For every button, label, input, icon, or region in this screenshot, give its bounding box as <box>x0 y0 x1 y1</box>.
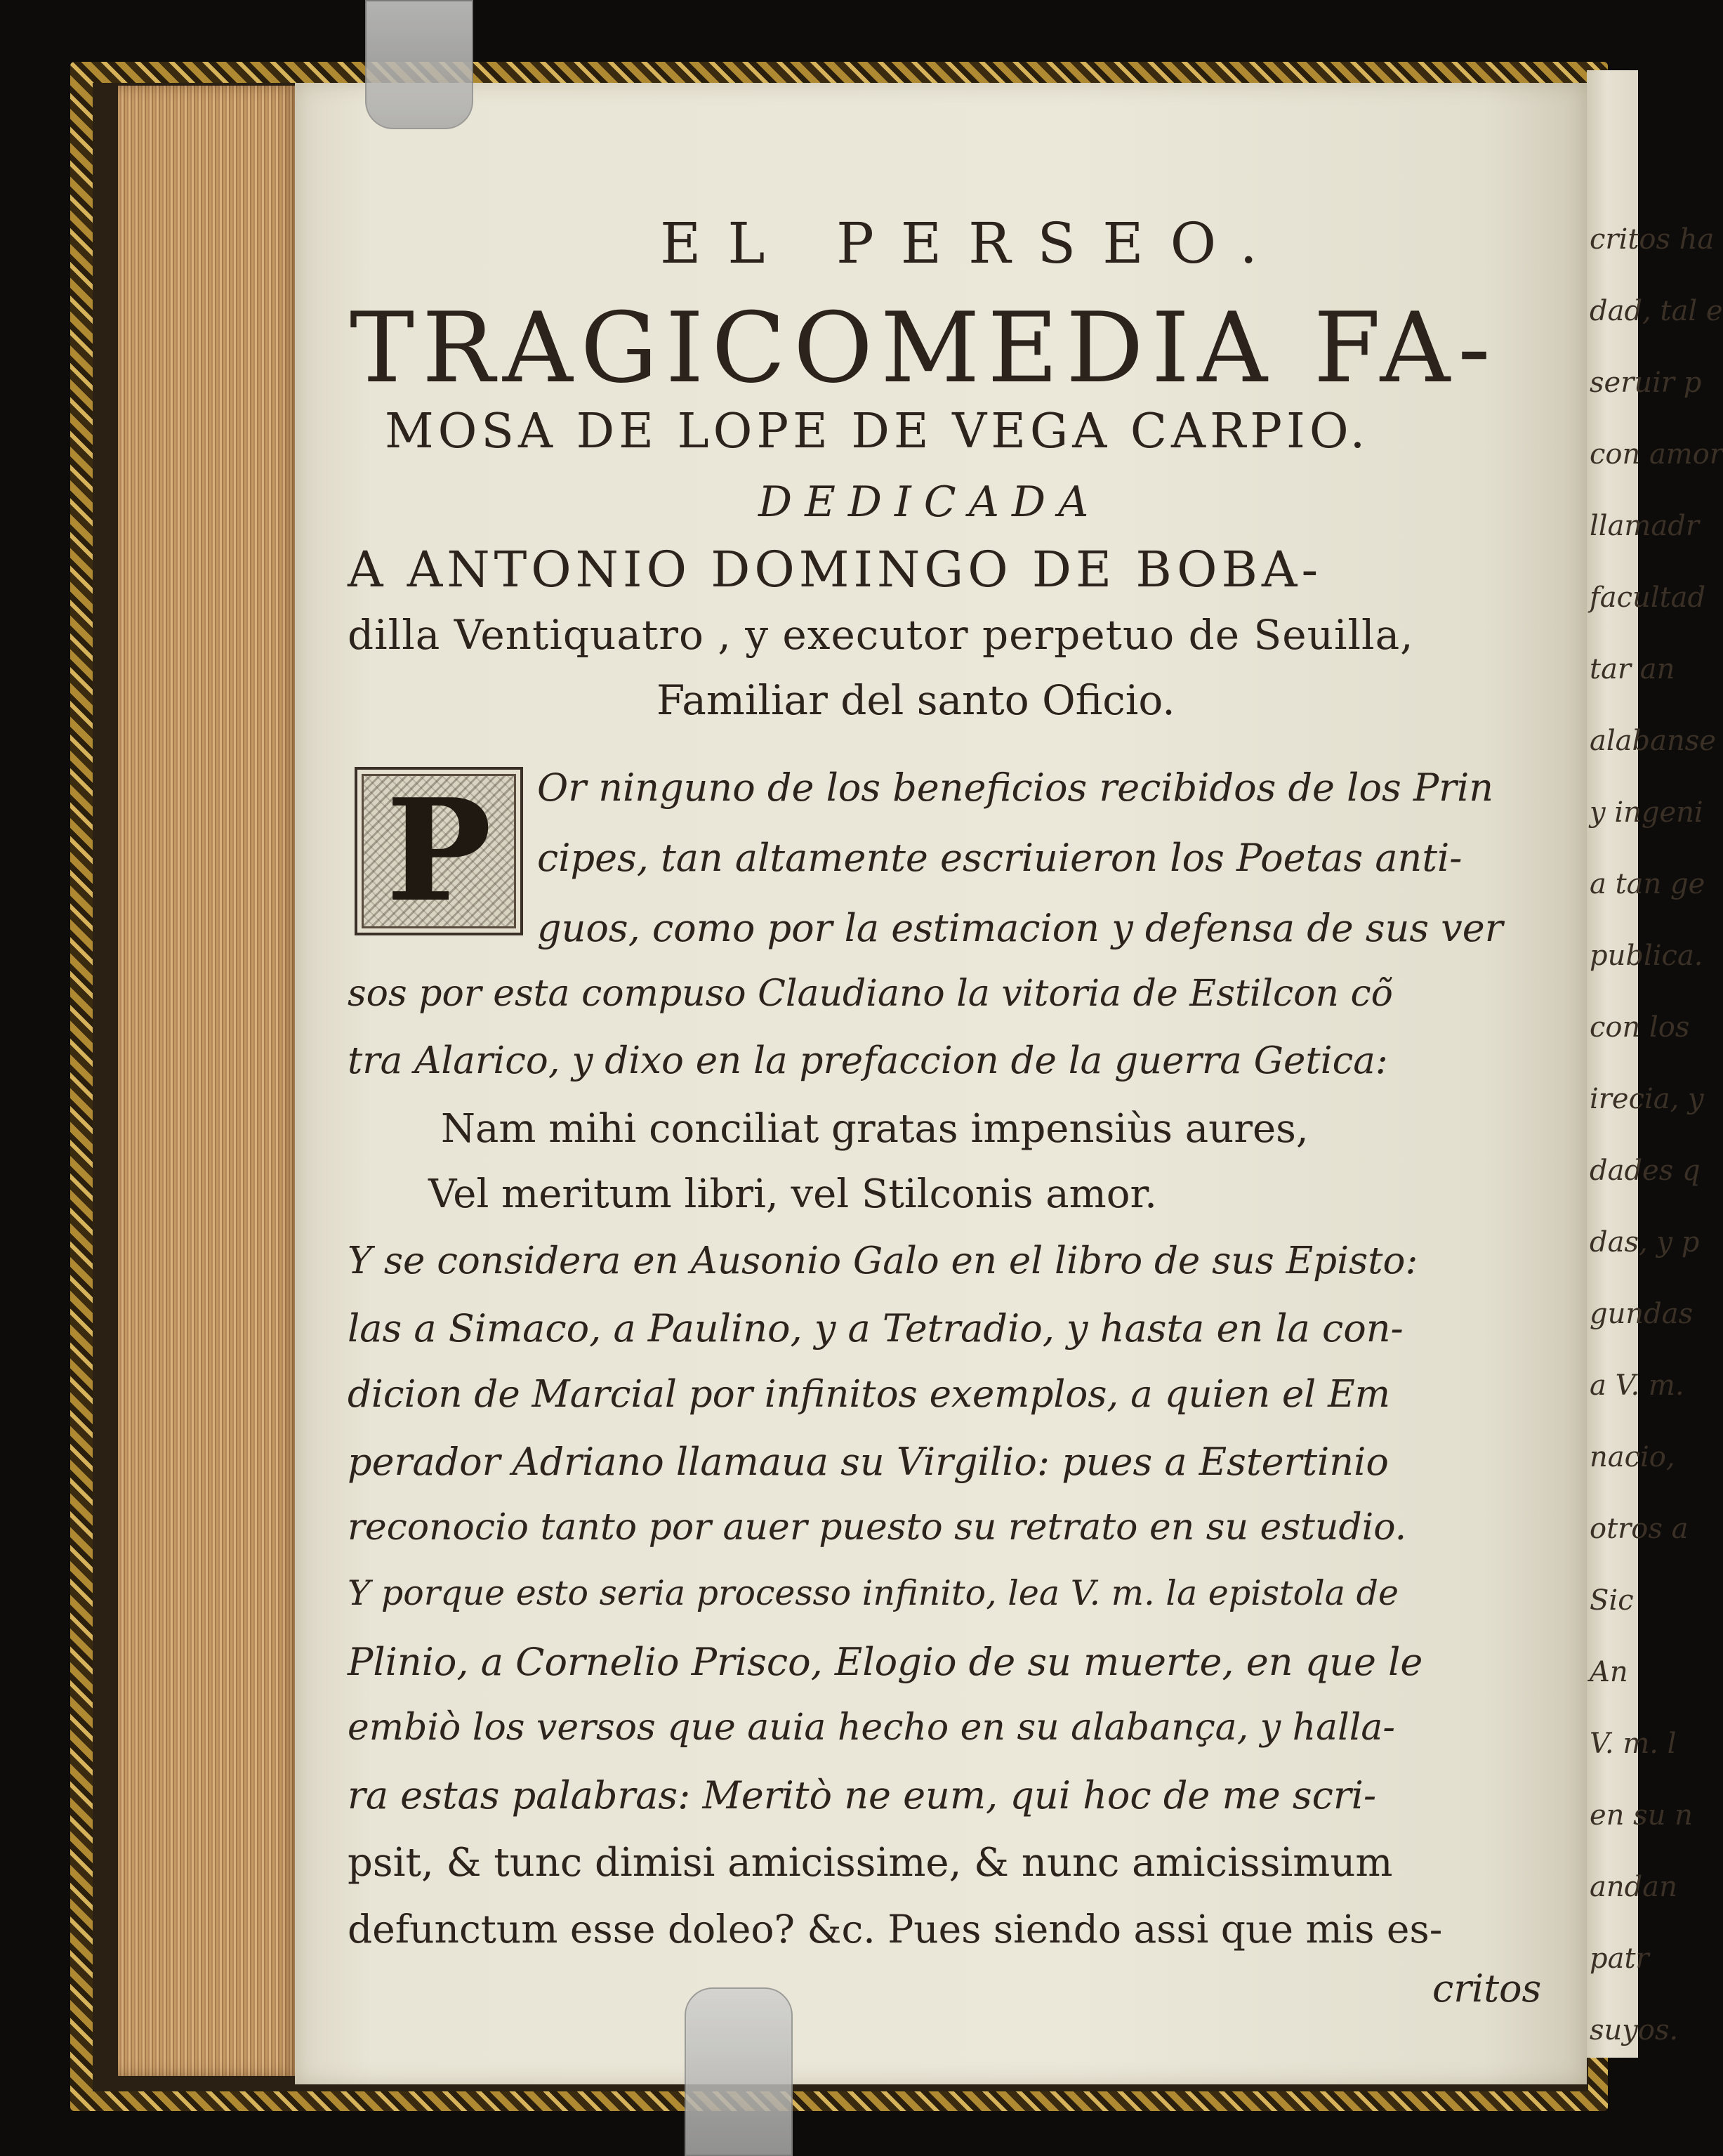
body-line-14: Plinio, a Cornelio Prisco, Elogio de su muerte, en que le <box>348 1640 1423 1684</box>
body-line-11: perador Adriano llamaua su Virgilio: pues a Estertinio <box>348 1440 1389 1484</box>
facing-page-fragment: seruir p <box>1590 367 1702 399</box>
facing-page-fragment: llamadr <box>1590 510 1699 542</box>
dedicatee-line-1: A ANTONIO DOMINGO DE BOBA- <box>348 541 1323 598</box>
facing-page-fragment: dad, tal e <box>1590 295 1723 327</box>
facing-page-fragment: Sic <box>1590 1584 1634 1617</box>
page-clip-bottom <box>685 1987 793 2156</box>
body-line-4: sos por esta compuso Claudiano la vitoria de Estilcon cõ <box>348 973 1393 1015</box>
facing-page-fragment: facultad <box>1590 581 1706 614</box>
body-line-9: las a Simaco, a Paulino, y a Tetradio, y hasta en la con- <box>348 1306 1404 1350</box>
body-line-13: Y porque esto seria processo infinito, lea V. m. la epistola de <box>348 1573 1399 1613</box>
facing-page-fragment: publica. <box>1590 940 1703 972</box>
facing-page-fragment: andan <box>1590 1871 1677 1903</box>
facing-page-fragment: en su n <box>1590 1799 1693 1832</box>
play-title: EL PERSEO. <box>660 211 1284 276</box>
decorated-initial <box>355 767 523 935</box>
body-line-2: cipes, tan altamente escriuieron los Poetas anti- <box>537 836 1463 880</box>
body-line-5: tra Alarico, y dixo en la prefaccion de la guerra Getica: <box>348 1039 1388 1082</box>
facing-page-fragment: irecia, y <box>1590 1083 1704 1115</box>
body-line-3: guos, como por la estimacion y defensa de sus ver <box>537 906 1503 950</box>
verse-line-1: Nam mihi conciliat gratas impensiùs aures, <box>441 1106 1309 1152</box>
facing-page-fragment: con amor <box>1590 438 1723 471</box>
facing-page-fragment: nacio, <box>1590 1441 1675 1473</box>
body-line-17: psit, & tunc dimisi amicissime, & nunc amicissimum <box>348 1840 1393 1886</box>
facing-page-fragment: V. m. l <box>1590 1728 1677 1760</box>
facing-page-fragment: das, y p <box>1590 1226 1700 1258</box>
dedicatee-line-2: dilla Ventiquatro , y executor perpetuo de Seuilla, <box>348 611 1414 659</box>
body-line-15: embiò los versos que auia hecho en su alabança, y halla- <box>348 1707 1395 1749</box>
facing-page-fragment: otros a <box>1590 1513 1689 1545</box>
dedication-label: DEDICADA <box>758 478 1102 527</box>
facing-page-fragment: alabanse <box>1590 725 1716 757</box>
facing-page-fragment: suyos. <box>1590 2014 1679 2046</box>
body-line-18: defunctum esse doleo? &c. Pues siendo assi que mis es- <box>348 1907 1443 1952</box>
play-subtitle-line-2: MOSA DE LOPE DE VEGA CARPIO. <box>385 404 1370 459</box>
facing-page-fragment: con los <box>1590 1011 1690 1044</box>
body-line-8: Y se considera en Ausonio Galo en el libro de sus Episto: <box>348 1240 1418 1282</box>
play-subtitle-line-1: TRAGICOMEDIA FA- <box>350 291 1498 405</box>
facing-page-fragment: y ingeni <box>1590 796 1703 829</box>
body-line-12: reconocio tanto por auer puesto su retrato en su estudio. <box>348 1506 1407 1549</box>
facing-page-fragment: a V. m. <box>1590 1369 1684 1402</box>
catchword: critos <box>1432 1966 1542 2011</box>
drop-cap-letter: P <box>385 768 492 933</box>
body-line-1: Or ninguno de los beneficios recibidos de los Prin <box>537 765 1494 810</box>
facing-page-fragment: a tan ge <box>1590 868 1705 900</box>
facing-page-fragment: tar an <box>1590 653 1675 685</box>
facing-page-fragment: gundas <box>1590 1298 1694 1330</box>
dedicatee-line-3: Familiar del santo Oficio. <box>656 676 1175 724</box>
facing-page-fragment: patr <box>1590 1943 1649 1975</box>
facing-page-fragment: critos ha <box>1590 223 1715 256</box>
facing-page-fragment: An <box>1590 1656 1628 1688</box>
body-line-16: ra estas palabras: Meritò ne eum, qui hoc de me scri- <box>348 1773 1377 1818</box>
body-line-10: dicion de Marcial por infinitos exemplos, a quien el Em <box>348 1373 1391 1416</box>
verse-line-2: Vel meritum libri, vel Stilconis amor. <box>428 1171 1157 1217</box>
facing-page-fragment: dades q <box>1590 1155 1701 1187</box>
